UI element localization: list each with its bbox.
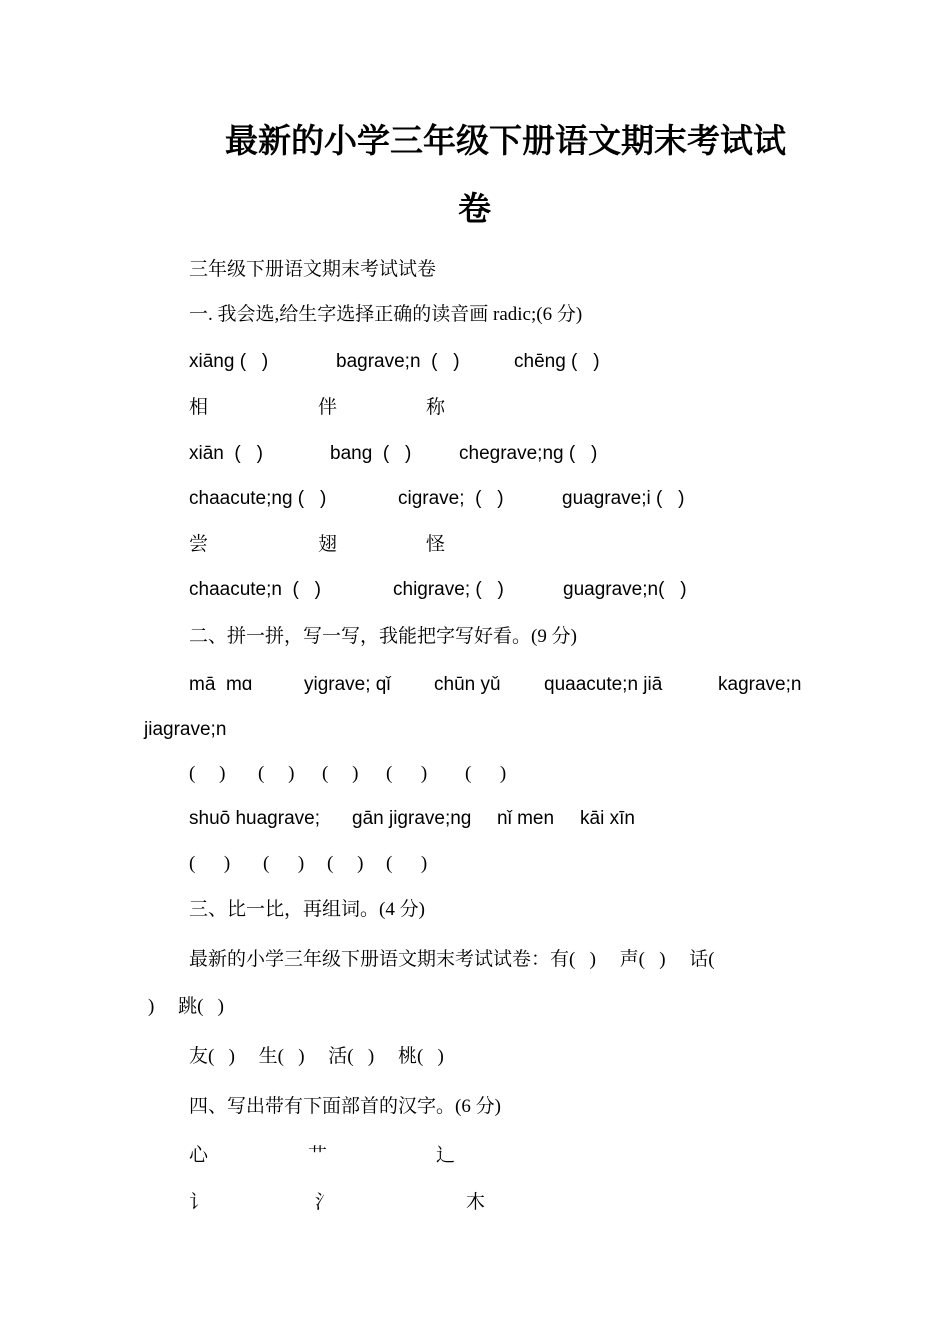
pinyin-ban: bagrave;n ( ): [336, 351, 460, 372]
section3-line2: 友( ) 生( ) 活( ) 桃( ): [189, 1046, 444, 1067]
pinyin-xian: xiān ( ): [189, 443, 263, 464]
pinyin-quanjia: quaacute;n jiā: [544, 674, 663, 695]
pinyin-chan: chaacute;n ( ): [189, 579, 322, 600]
char-ban: 伴: [318, 397, 338, 418]
char-guai: 怪: [426, 534, 446, 555]
section4-heading: 四、写出带有下面部首的汉字。(6 分): [189, 1096, 501, 1117]
doc-title-line2: 卷: [458, 192, 491, 228]
section3-line1: 最新的小学三年级下册语文期末考试试卷：有( ) 声( ) 话(: [189, 949, 715, 970]
section1-heading: 一. 我会选,给生字选择正确的读音画 radic;(6 分): [189, 304, 583, 325]
pinyin-bang: bang ( ): [330, 443, 412, 464]
answer-blank: ( ): [189, 853, 231, 874]
pinyin-cheng: chēng ( ): [514, 351, 600, 372]
answer-blank: ( ): [327, 853, 364, 874]
pinyin-kaixin: kāi xīn: [580, 808, 635, 829]
pinyin-cheng2: chegrave;ng ( ): [459, 443, 598, 464]
answer-blank: ( ): [263, 853, 305, 874]
answer-blank: ( ): [189, 763, 226, 784]
answer-blank: ( ): [386, 853, 428, 874]
answer-blank: ( ): [322, 763, 359, 784]
char-chang: 尝: [189, 534, 209, 555]
pinyin-ganjing: gān jigrave;ng: [352, 808, 472, 829]
radical-mu: 木: [466, 1192, 486, 1213]
pinyin-mama: mā mɑ: [189, 674, 253, 695]
radical-yan: 讠: [189, 1192, 209, 1213]
section3-line1-wrap: ) 跳( ): [148, 996, 224, 1017]
pinyin-guai: guagrave;i ( ): [562, 488, 685, 509]
radical-chuo: 辶: [436, 1145, 456, 1166]
pinyin-guan: guagrave;n( ): [563, 579, 687, 600]
pinyin-chang: chaacute;ng ( ): [189, 488, 327, 509]
doc-title-line1: 最新的小学三年级下册语文期末考试试: [225, 124, 786, 160]
pinyin-xiang: xiāng ( ): [189, 351, 269, 372]
pinyin-chunyu: chūn yǔ: [434, 674, 501, 695]
doc-subtitle: 三年级下册语文期末考试试卷: [189, 259, 437, 280]
pinyin-shuohua: shuō huagrave;: [189, 808, 320, 829]
section2-heading: 二、拼一拼，写一写，我能把字写好看。(9 分): [189, 626, 577, 647]
pinyin-kanjian-wrap: jiagrave;n: [144, 719, 227, 740]
section3-heading: 三、比一比，再组词。(4 分): [189, 899, 425, 920]
answer-blank: ( ): [465, 763, 507, 784]
pinyin-chi: chigrave; ( ): [393, 579, 504, 600]
char-chi: 翅: [318, 534, 338, 555]
char-cheng: 称: [426, 397, 446, 418]
radical-xin: 心: [189, 1145, 209, 1166]
pinyin-kanjian: kagrave;n: [718, 674, 802, 695]
radical-shui: 氵: [315, 1192, 335, 1213]
answer-blank: ( ): [258, 763, 295, 784]
radical-cao: 艹: [308, 1145, 328, 1166]
pinyin-yiqi: yigrave; qǐ: [304, 674, 391, 695]
pinyin-nimen: nǐ men: [497, 808, 555, 829]
pinyin-ci: cigrave; ( ): [398, 488, 504, 509]
answer-blank: ( ): [386, 763, 428, 784]
char-xiang: 相: [189, 397, 209, 418]
